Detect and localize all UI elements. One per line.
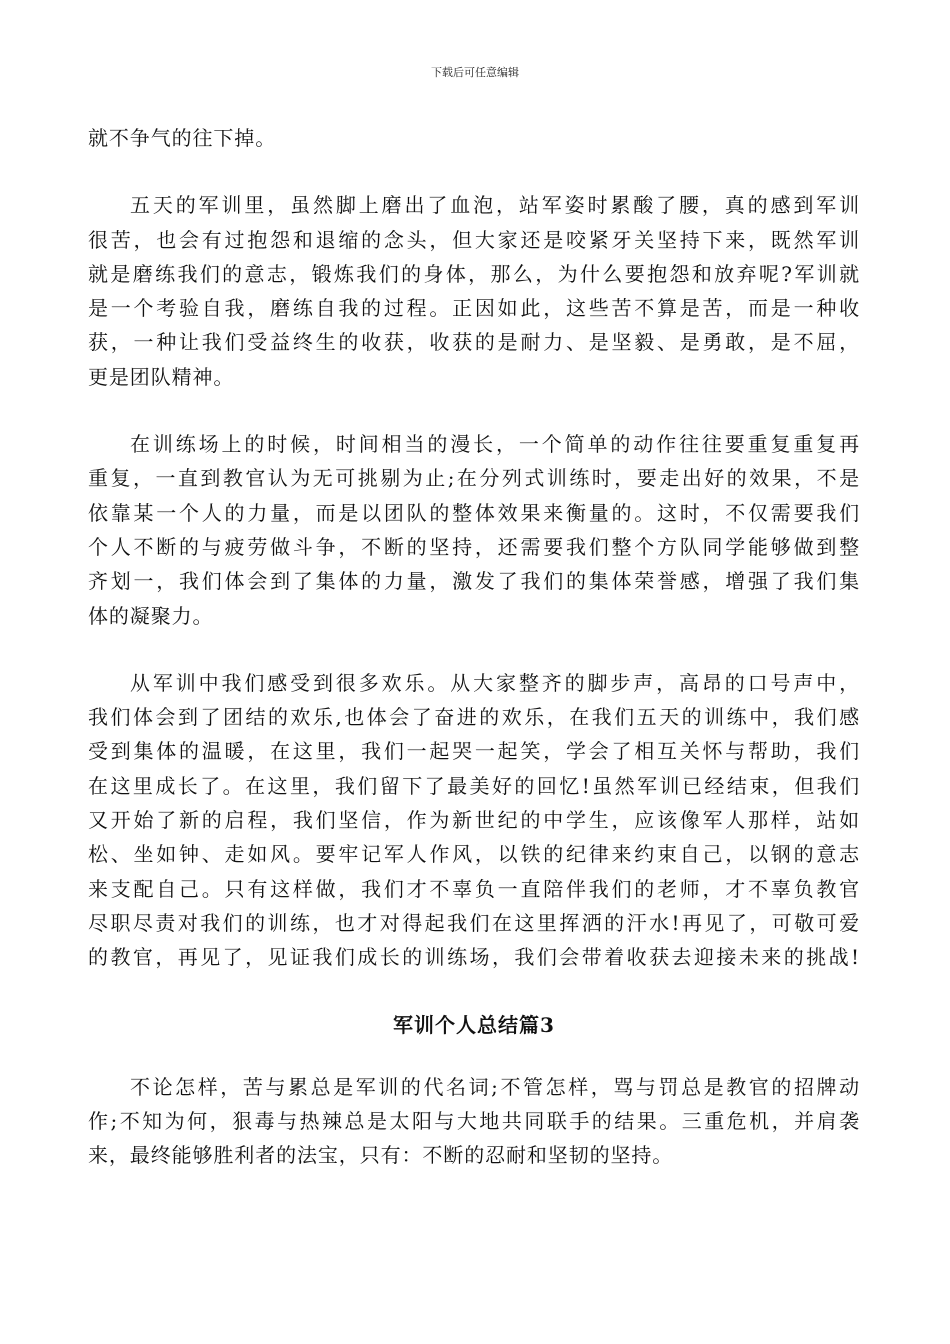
text-line: 来支配自己。只有这样做，我们才不辜负一直陪伴我们的老师，才不辜负教官 <box>88 876 860 901</box>
text-line: 又开始了新的启程，我们坚信，作为新世纪的中学生，应该像军人那样，站如 <box>88 808 860 833</box>
text-line: 很苦，也会有过抱怨和退缩的念头，但大家还是咬紧牙关坚持下来，既然军训 <box>88 227 860 252</box>
text-line: 依靠某一个人的力量，而是以团队的整体效果来衡量的。这时，不仅需要我们 <box>88 500 860 525</box>
text-line: 更是团队精神。 <box>88 364 235 389</box>
text-line: 作;不知为何，狠毒与热辣总是太阳与大地共同联手的结果。三重危机，并肩袭 <box>88 1108 860 1133</box>
paragraph-1 <box>88 121 860 155</box>
text-line: 松、坐如钟、走如风。要牢记军人作风，以铁的纪律来约束自己，以钢的意志 <box>88 842 860 867</box>
text-line: 在训练场上的时候，时间相当的漫长，一个简单的动作往往要重复重复再 <box>130 432 860 457</box>
text-line: 我们体会到了团结的欢乐,也体会了奋进的欢乐，在我们五天的训练中，我们感 <box>88 705 860 730</box>
text-line: 尽职尽责对我们的训练，也才对得起我们在这里挥洒的汗水!再见了，可敬可爱 <box>88 910 860 935</box>
text-line: 在这里成长了。在这里，我们留下了最美好的回忆!虽然军训已经结束，但我们 <box>88 773 860 798</box>
text-line: 就不争气的往下掉。 <box>88 126 277 150</box>
paragraph-3 <box>88 427 860 633</box>
text-line: 个人不断的与疲劳做斗争，不断的坚持，还需要我们整个方队同学能够做到整 <box>88 534 860 559</box>
text-line: 齐划一，我们体会到了集体的力量，激发了我们的集体荣誉感，增强了我们集 <box>88 569 860 594</box>
text-line: 体的凝聚力。 <box>88 603 214 628</box>
text-line: 重复，一直到教官认为无可挑剔为止;在分列式训练时，要走出好的效果，不是 <box>88 466 860 491</box>
paragraph-5 <box>88 1070 860 1173</box>
paragraph-4 <box>88 666 860 975</box>
paragraph-2 <box>88 188 860 394</box>
page-header: 下载后可任意编辑 <box>431 66 519 79</box>
text-line: 五天的军训里，虽然脚上磨出了血泡，站军姿时累酸了腰，真的感到军训 <box>130 193 860 218</box>
text-line: 就是磨练我们的意志，锻炼我们的身体，那么，为什么要抱怨和放弃呢?军训就 <box>88 261 860 286</box>
document-body <box>88 121 860 1205</box>
text-line: 不论怎样，苦与累总是军训的代名词;不管怎样，骂与罚总是教官的招牌动 <box>130 1074 860 1099</box>
text-line: 的教官，再见了，见证我们成长的训练场，我们会带着收获去迎接未来的挑战! <box>88 945 860 970</box>
text-line: 受到集体的温暖，在这里，我们一起哭一起笑，学会了相互关怀与帮助，我们 <box>88 739 860 764</box>
text-line: 获，一种让我们受益终生的收获，收获的是耐力、是坚毅、是勇敢，是不屈， <box>88 330 860 355</box>
text-line: 来，最终能够胜利者的法宝，只有：不断的忍耐和坚韧的坚持。 <box>88 1143 674 1168</box>
text-line: 从军训中我们感受到很多欢乐。从大家整齐的脚步声，高昂的口号声中， <box>130 670 860 695</box>
section-title: 军训个人总结篇3 <box>393 1012 555 1037</box>
text-line: 是一个考验自我，磨练自我的过程。正因如此，这些苦不算是苦，而是一种收 <box>88 296 860 321</box>
